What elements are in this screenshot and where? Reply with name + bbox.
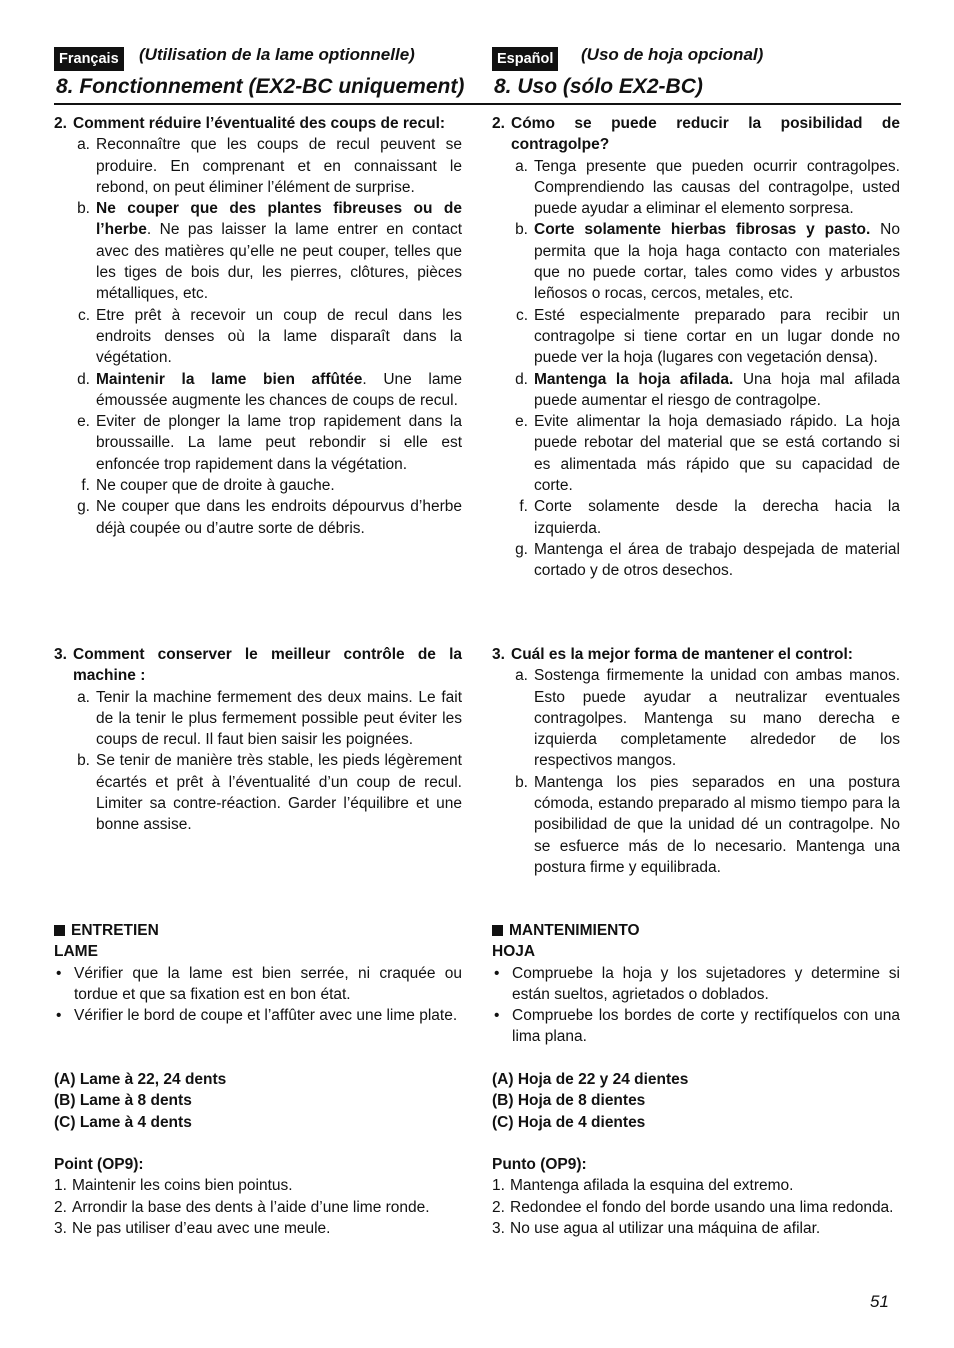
fr-s2-item-c: c. Etre prêt à recevoir un coup de recul dans les endroits denses où la lame disparaît dans la végétation. bbox=[77, 306, 462, 367]
fr-blade-a: (A) Lame à 22, 24 dents bbox=[54, 1071, 227, 1088]
subtitle-spanish: (Uso de hoja opcional) bbox=[581, 45, 764, 64]
fr-bullet-1: • Vérifier que la lame est bien serrée, ni craquée ou tordue et que sa fixation est en bon état. bbox=[56, 964, 462, 1003]
lang-tag-french: Français bbox=[54, 47, 124, 71]
fr-s2-heading: 2. Comment réduire l’éventualité des coups de recul: bbox=[54, 115, 446, 132]
es-bullet-1: • Compruebe la hoja y los sujetadores y determine si están sueltos, agrietados o doblados. bbox=[494, 964, 900, 1003]
fr-point bbox=[54, 1154, 462, 1239]
es-section-3 bbox=[492, 644, 900, 878]
es-point-2: 2. Redondee el fondo del borde usando una lima redonda. bbox=[492, 1198, 894, 1216]
fr-maintenance bbox=[54, 920, 462, 1026]
fr-s2-item-f: f. Ne couper que de droite à gauche. bbox=[81, 477, 335, 495]
fr-s2-item-b: b. Ne couper que des plantes fibreuses ou de l’herbe. Ne pas laisser la lame entrer en contact avec des matières qu’elle ne peut couper, telles que les tiges de bois dur, les pierres, clôtures, pièces métalliques, etc. bbox=[77, 200, 462, 303]
es-s3-item-a: a. Sostenga firmemente la unidad con ambas manos. Esto puede ayudar a neutralizar eventuales contragolpes. Mantenga su mano derecha e izquierda completamente alrededor de los respectivos mangos. bbox=[515, 667, 900, 770]
es-point-heading: Punto (OP9): bbox=[492, 1156, 587, 1173]
fr-s2-item-e: e. Eviter de plonger la lame trop rapidement dans la broussaille. La lame peut rebondir si elle est enfoncée trop rapidement dans la végétation. bbox=[77, 413, 462, 473]
es-s3-item-b: b. Mantenga los pies separados en una postura cómoda, estando preparado al mismo tiempo para la posibilidad de que la unidad dé un contragolpe. No se esfuerce más de lo necesario. Mantenga una postura firme y equilibrada. bbox=[515, 773, 900, 876]
fr-blade-b: (B) Lame à 8 dents bbox=[54, 1092, 192, 1110]
es-point bbox=[492, 1154, 900, 1239]
fr-s2-item-d: d. Maintenir la lame bien affûtée. Une lame émoussée augmente les chances de coups de recul. bbox=[77, 370, 463, 409]
es-s2-heading: 2. Cómo se puede reducir la posibilidad de contragolpe? bbox=[492, 115, 900, 154]
es-s2-item-c: c. Esté especialmente preparado para recibir un contragolpe si tiene cortar en un lugar donde no puede ver la hoja (lugares con vegetación densa). bbox=[515, 306, 900, 367]
fr-s2-item-g: g. Ne couper que dans les endroits dépourvus d’herbe déjà coupée ou d’autre sorte de débris. bbox=[77, 498, 462, 537]
es-s2-item-f: f. Corte solamente desde la derecha hacia la izquierda. bbox=[519, 498, 900, 537]
fr-blade-heading: LAME bbox=[54, 943, 98, 961]
fr-s3-heading: 3. Comment conserver le meilleur contrôle de la machine : bbox=[54, 646, 462, 685]
es-section-2 bbox=[492, 113, 900, 582]
fr-maint-heading: ENTRETIEN bbox=[54, 920, 462, 941]
es-blade-types bbox=[492, 1069, 900, 1133]
fr-point-2: 2. Arrondir la base des dents à l’aide d’une lime ronde. bbox=[54, 1198, 430, 1216]
es-s3-heading: 3. Cuál es la mejor forma de mantener el control: bbox=[492, 646, 853, 663]
fr-blade-c: (C) Lame à 4 dents bbox=[54, 1113, 192, 1131]
es-maint-heading: MANTENIMIENTO bbox=[492, 920, 900, 941]
subtitle-french: (Utilisation de la lame optionnelle) bbox=[139, 45, 415, 64]
fr-point-1: 1. Maintenir les coins bien pointus. bbox=[54, 1177, 293, 1195]
es-maintenance bbox=[492, 920, 900, 1048]
es-blade-b: (B) Hoja de 8 dientes bbox=[492, 1092, 646, 1110]
fr-s3-item-a: a. Tenir la machine fermement des deux mains. Le fait de la tenir le plus fermement possible peut éviter les coups de recul. Il faut bien saisir les poignées. bbox=[77, 688, 462, 749]
fr-point-3: 3. Ne pas utiliser d’eau avec une meule. bbox=[54, 1219, 331, 1237]
page-number: 51 bbox=[870, 1292, 889, 1311]
es-blade-heading: HOJA bbox=[492, 943, 536, 961]
es-s2-item-g: g. Mantenga el área de trabajo despejada de material cortado y de otros desechos. bbox=[515, 540, 900, 580]
lang-tag-spanish: Español bbox=[492, 47, 558, 71]
fr-section-3 bbox=[54, 644, 462, 836]
fr-bullet-2: • Vérifier le bord de coupe et l’affûter avec une lime plate. bbox=[56, 1007, 458, 1025]
header-rule bbox=[54, 103, 901, 105]
es-blade-a: (A) Hoja de 22 y 24 dientes bbox=[492, 1071, 689, 1088]
fr-blade-types bbox=[54, 1069, 462, 1133]
es-point-3: 3. No use agua al utilizar una máquina de afilar. bbox=[492, 1219, 821, 1237]
square-bullet-icon bbox=[492, 925, 503, 936]
es-s2-item-a: a. Tenga presente que pueden ocurrir contragolpes. Comprendiendo las causas del contragolpe, usted puede ayudar a eliminar el elemento sorpresa. bbox=[515, 157, 900, 218]
es-s2-item-d: d. Mantenga la hoja afilada. Una hoja mal afilada puede aumentar el riesgo de contragolpe. bbox=[515, 370, 900, 409]
es-s2-item-b: b. Corte solamente hierbas fibrosas y pasto. No permita que la hoja haga contacto con materiales que no puede cortar, tales como vides y arbustos leñosos o rocas, cercos, metales, etc. bbox=[515, 221, 901, 303]
square-bullet-icon bbox=[54, 925, 65, 936]
es-point-1: 1. Mantenga afilada la esquina del extremo. bbox=[492, 1177, 794, 1195]
es-s2-item-e: e. Evite alimentar la hoja demasiado rápido. La hoja puede rebotar del material que se está cortando si es alimentada más rápido que su capacidad de corte. bbox=[515, 413, 900, 495]
es-blade-c: (C) Hoja de 4 dientes bbox=[492, 1113, 646, 1131]
es-bullet-2: • Compruebe los bordes de corte y rectifíquelos con una lima plana. bbox=[494, 1007, 900, 1046]
fr-s3-item-b: b. Se tenir de manière très stable, les pieds légèrement écartés et prêt à l’éventualité d’un coup de recul. Limiter sa contre-réaction. Garder l’équilibre et une bonne assise. bbox=[77, 752, 462, 834]
fr-section-2 bbox=[54, 113, 462, 539]
section-title-french: 8. Fonctionnement (EX2-BC uniquement) bbox=[56, 75, 465, 98]
fr-point-heading: Point (OP9): bbox=[54, 1156, 144, 1173]
fr-s2-item-a: a. Reconnaître que les coups de recul peuvent se produire. En comprenant et en connaissant le rebond, on peut éliminer l’élément de surprise. bbox=[77, 136, 462, 196]
section-title-spanish: 8. Uso (sólo EX2-BC) bbox=[494, 75, 703, 98]
